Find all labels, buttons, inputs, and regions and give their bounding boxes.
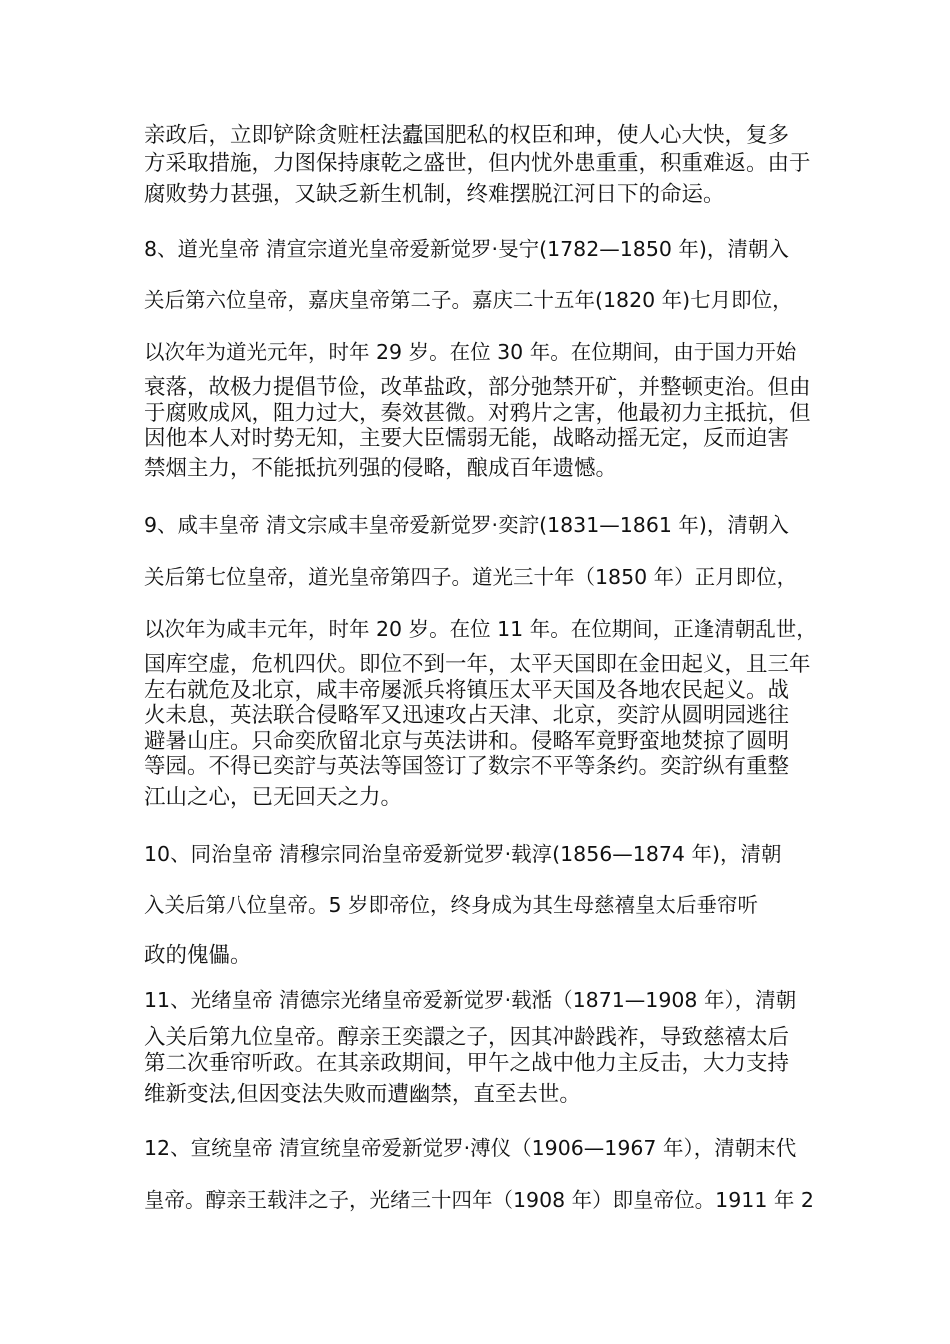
text-line: 维新变法,但因变法失败而遭幽禁，直至去世。 [144,1082,581,1107]
text-line: 10、同治皇帝 清穆宗同治皇帝爱新觉罗·载淳(1856—1874 年)，清朝 [144,842,782,866]
text-line: 禁烟主力，不能抵抗列强的侵略，酿成百年遗憾。 [144,456,618,481]
text-line: 入关后第九位皇帝。醇亲王奕譞之子，因其冲龄践祚，导致慈禧太后 [144,1025,790,1050]
text-line: 方采取措施，力图保持康乾之盛世，但内忧外患重重，积重难返。由于 [144,151,811,176]
text-line: 江山之心，已无回天之力。 [144,785,403,810]
text-line: 8、道光皇帝 清宣宗道光皇帝爱新觉罗·旻宁(1782—1850 年)，清朝入 [144,237,789,261]
text-line: 衰落，故极力提倡节俭，改革盐政，部分弛禁开矿，并整顿吏治。但由 [144,375,811,400]
text-line: 关后第七位皇帝，道光皇帝第四子。道光三十年（1850 年）正月即位， [144,565,798,589]
text-line: 皇帝。醇亲王载沣之子，光绪三十四年（1908 年）即皇帝位。1911 年 2 [144,1188,814,1212]
text-line: 入关后第八位皇帝。5 岁即帝位，终身成为其生母慈禧皇太后垂帘听 [144,893,759,917]
text-line: 关后第六位皇帝，嘉庆皇帝第二子。嘉庆二十五年(1820 年)七月即位， [144,288,793,312]
text-line: 第二次垂帘听政。在其亲政期间，甲午之战中他力主反击，大力支持 [144,1051,790,1076]
text-line: 因他本人对时势无知，主要大臣懦弱无能，战略动摇无定，反而迫害 [144,426,790,451]
text-line: 等园。不得已奕詝与英法等国签订了数宗不平等条约。奕詝纵有重整 [144,754,790,779]
text-line: 亲政后，立即铲除贪赃枉法蠹国肥私的权臣和珅，使人心大快，复多 [144,123,790,148]
text-line: 避暑山庄。只命奕欣留北京与英法讲和。侵略军竟野蛮地焚掠了圆明 [144,729,790,754]
text-line: 以次年为道光元年，时年 29 岁。在位 30 年。在位期间，由于国力开始 [144,340,797,364]
text-line: 以次年为咸丰元年，时年 20 岁。在位 11 年。在位期间，正逢清朝乱世， [144,617,817,641]
text-line: 政的傀儡。 [144,943,252,968]
text-line: 9、咸丰皇帝 清文宗咸丰皇帝爱新觉罗·奕詝(1831—1861 年)，清朝入 [144,513,789,537]
text-line: 于腐败成风，阻力过大，奏效甚微。对鸦片之害，他最初力主抵抗，但 [144,401,811,426]
text-line: 腐败势力甚强，又缺乏新生机制，终难摆脱江河日下的命运。 [144,182,725,207]
text-line: 11、光绪皇帝 清德宗光绪皇帝爱新觉罗·载湉（1871—1908 年），清朝 [144,988,797,1012]
text-line: 12、宣统皇帝 清宣统皇帝爱新觉罗·溥仪（1906—1967 年），清朝末代 [144,1136,797,1160]
text-line: 国库空虚，危机四伏。即位不到一年，太平天国即在金田起义，且三年 [144,652,811,677]
text-line: 火未息，英法联合侵略军又迅速攻占天津、北京，奕詝从圆明园逃往 [144,703,790,728]
text-line: 左右就危及北京，咸丰帝屡派兵将镇压太平天国及各地农民起义。战 [144,678,790,703]
